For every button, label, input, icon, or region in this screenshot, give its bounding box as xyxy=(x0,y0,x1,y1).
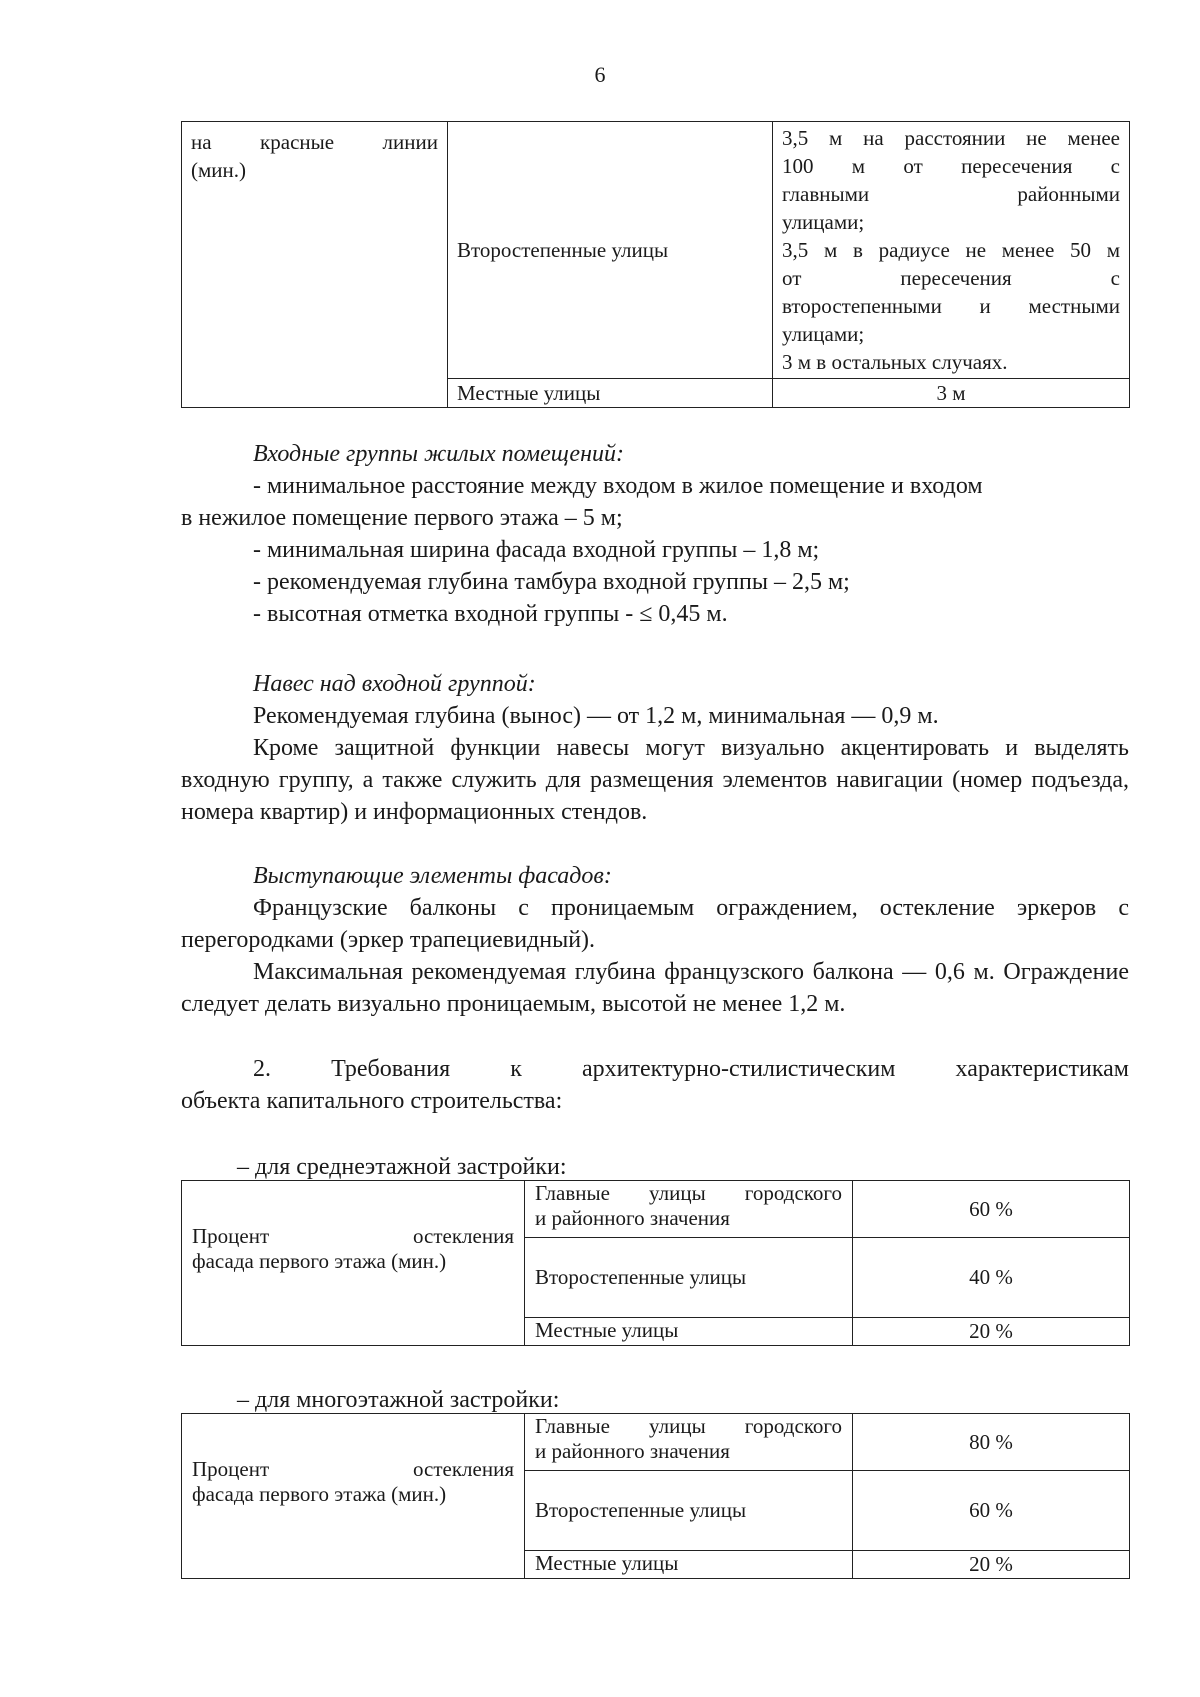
glazing-value: 20 % xyxy=(853,1318,1130,1346)
parameter-cell: Процент остекления фасада первого этажа (мин.) xyxy=(182,1181,525,1346)
setback-table xyxy=(181,121,1130,408)
paragraph: Рекомендуемая глубина (вынос) — от 1,2 м, минимальная — 0,9 м. xyxy=(253,703,939,729)
parameter-cell xyxy=(182,122,448,408)
section-title: 2. Требования к архитектурно-стилистическим характеристикам xyxy=(253,1056,1129,1082)
list-item: - рекомендуемая глубина тамбура входной группы – 2,5 м; xyxy=(253,569,850,595)
street-type-cell: Второстепенные улицы xyxy=(525,1238,853,1318)
street-type-cell: Местные улицы xyxy=(525,1551,853,1579)
page-number: 6 xyxy=(594,62,606,87)
canopy-section xyxy=(181,668,1129,828)
list-item: - высотная отметка входной группы - ≤ 0,45 м. xyxy=(253,601,728,627)
paragraph: Максимальная рекомендуемая глубина французского балкона — 0,6 м. Ограждение следует делать визуально проницаемым, высотой не менее 1,2 м. xyxy=(181,959,1129,1017)
section-2 xyxy=(181,1053,1129,1117)
glazing-value: 20 % xyxy=(853,1551,1130,1579)
street-type-cell: Местные улицы xyxy=(448,379,773,408)
street-type-cell: Второстепенные улицы xyxy=(525,1471,853,1551)
entry-groups-section xyxy=(181,438,1129,630)
setback-value-cell: 3 м xyxy=(773,379,1130,408)
glazing-value: 40 % xyxy=(853,1238,1130,1318)
parameter-line-1: на красные линии xyxy=(191,130,438,154)
section-heading: Выступающие элементы фасадов: xyxy=(253,863,612,889)
street-type-cell: Второстепенные улицы xyxy=(448,122,773,379)
section-heading: Навес над входной группой: xyxy=(253,671,536,697)
glazing-value: 60 % xyxy=(853,1471,1130,1551)
street-type-cell: Главные улицы городского и районного значения xyxy=(525,1414,853,1471)
mid-rise-glazing-table xyxy=(181,1180,1130,1346)
table-caption: – для многоэтажной застройки: xyxy=(237,1387,560,1413)
section-heading: Входные группы жилых помещений: xyxy=(253,441,624,467)
parameter-cell: Процент остекления фасада первого этажа (мин.) xyxy=(182,1414,525,1579)
setback-value-cell: 3,5 м на расстоянии не менее 100 м от пересечения с главными районными улицами; 3,5 м в радиусе не менее 50 м от пересечения с второстепенными и местными улицами; 3 м в остальных случаях. xyxy=(773,122,1130,379)
list-item: - минимальная ширина фасада входной группы – 1,8 м; xyxy=(253,537,820,563)
glazing-value: 80 % xyxy=(853,1414,1130,1471)
high-rise-glazing-table xyxy=(181,1413,1130,1579)
table-caption: – для среднеэтажной застройки: xyxy=(237,1154,567,1180)
street-type-cell: Местные улицы xyxy=(525,1318,853,1346)
facade-elements-section xyxy=(181,860,1129,1020)
paragraph: Кроме защитной функции навесы могут визуально акцентировать и выделять входную группу, а также служить для размещения элементов навигации (номер подъезда, номера квартир) и информационных стендов. xyxy=(181,735,1129,825)
list-item-continuation: в нежилое помещение первого этажа – 5 м; xyxy=(181,505,623,531)
section-title-continuation: объекта капитального строительства: xyxy=(181,1088,563,1114)
paragraph: Французские балконы с проницаемым ограждением, остекление эркеров с перегородками (эркер трапециевидный). xyxy=(181,895,1129,953)
parameter-line-2: (мин.) xyxy=(191,158,247,182)
street-type-cell: Главные улицы городского и районного значения xyxy=(525,1181,853,1238)
list-item: - минимальное расстояние между входом в жилое помещение и входом xyxy=(253,473,983,499)
glazing-value: 60 % xyxy=(853,1181,1130,1238)
